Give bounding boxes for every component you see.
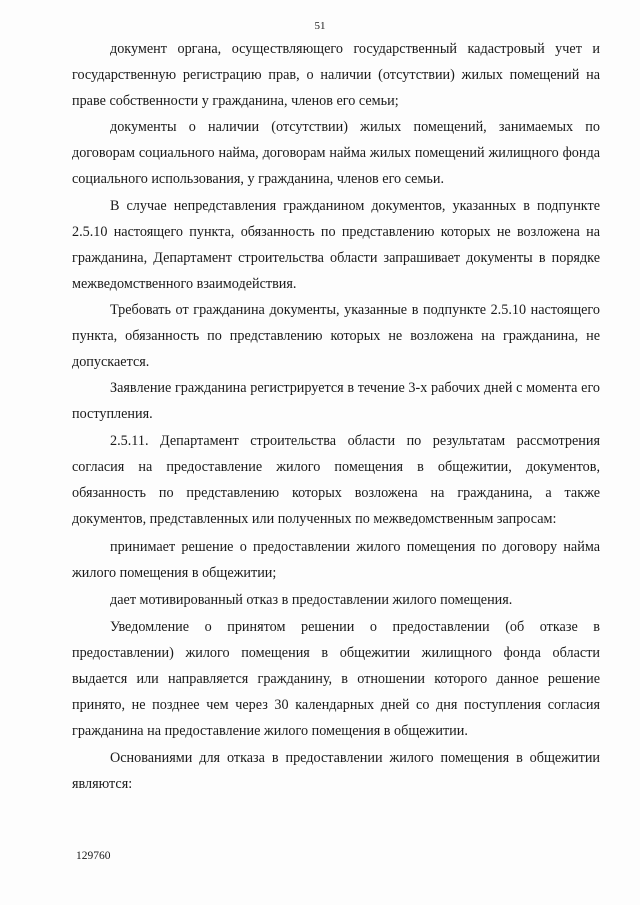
paragraph-social-housing-documents: документы о наличии (отсутствии) жилых помещений, занимаемых по договорам социального найма, договорам найма жилых помещений жилищного фонда социального использования, у гражданина, членов его семьи. (72, 119, 600, 187)
paragraph-2-5-11: 2.5.11. Департамент строительства области по результатам рассмотрения согласия на предоставление жилого помещения в общежитии, документов, обязанность по представлению которых возложена на гражданина, а также документов, представленных или полученных по межведомственным запросам: (72, 433, 600, 527)
paragraph-cadastral-document: документ органа, осуществляющего государственный кадастровый учет и государственную регистрацию прав, о наличии (отсутствии) жилых помещений на праве собственности у гражданина, членов его семьи; (72, 41, 600, 109)
paragraph-refusal-grounds: Основаниями для отказа в предоставлении жилого помещения в общежитии являются: (72, 750, 600, 792)
document-code: 129760 (76, 850, 111, 862)
paragraph-notification: Уведомление о принятом решении о предоставлении (об отказе в предоставлении) жилого помещения в общежитии жилищного фонда области выдается или направляется гражданину, в отношении которого данное решение принято, не позднее чем через 30 календарных дней со дня поступления согласия гражданина на предоставление жилого помещения в общежитии. (72, 619, 600, 739)
paragraph-no-document-demand: Требовать от гражданина документы, указанные в подпункте 2.5.10 настоящего пункта, обязанность по представлению которых не возложена на гражданина, не допускается. (72, 302, 600, 370)
paragraph-decision-grant: принимает решение о предоставлении жилого помещения по договору найма жилого помещения в общежитии; (72, 539, 600, 581)
paragraph-interagency-request: В случае непредставления гражданином документов, указанных в подпункте 2.5.10 настоящего пункта, обязанность по представлению которых не возложена на гражданина, Департамент строительства области запрашивает документы в порядке межведомственного взаимодействия. (72, 198, 600, 292)
page-number: 51 (314, 20, 326, 32)
paragraph-registration-term: Заявление гражданина регистрируется в течение 3-х рабочих дней с момента его поступления. (72, 380, 600, 422)
paragraph-decision-refusal: дает мотивированный отказ в предоставлении жилого помещения. (110, 592, 513, 608)
